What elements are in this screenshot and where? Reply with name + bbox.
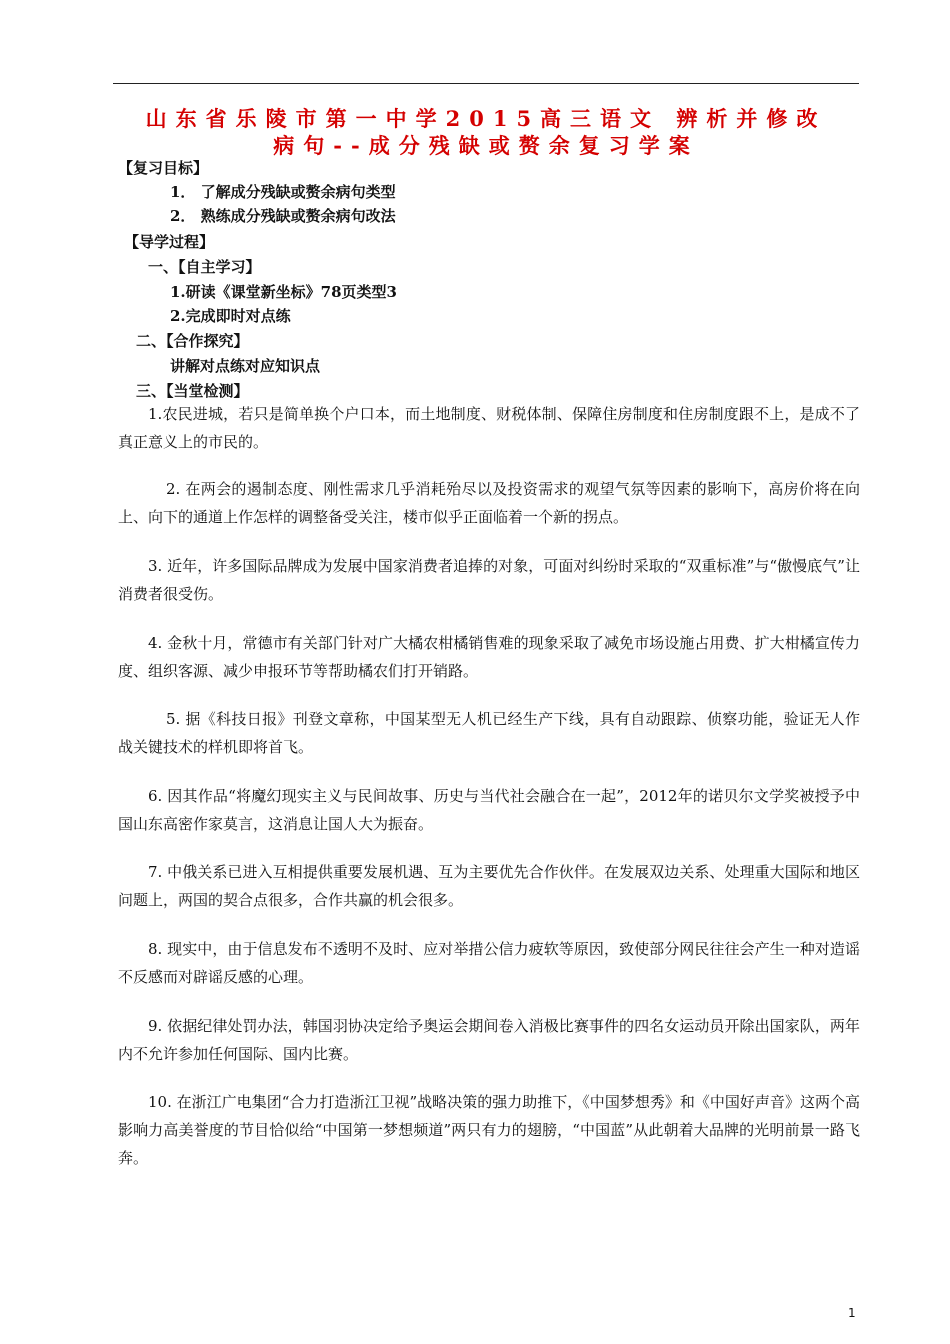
goals-heading: 【复习目标】 [118, 159, 209, 177]
exercise-3: 3. 近年，许多国际品牌成为发展中国家消费者追捧的对象，可面对纠纷时采取的“双重标准”与“傲慢底气”让消费者很受伤。 [118, 557, 860, 603]
document-title-line-1: 山东省乐陵市第一中学2015高三语文 辨析并修改 [145, 106, 827, 131]
goal-item-2: 2． 熟练成分残缺或赘余病句改法 [170, 207, 396, 225]
section3-heading: 三、【当堂检测】 [136, 382, 249, 400]
exercise-9: 9. 依据纪律处罚办法，韩国羽协决定给予奥运会期间卷入消极比赛事件的四名女运动员开除出国家队，两年内不允许参加任何国际、国内比赛。 [118, 1017, 860, 1063]
exercise-6: 6. 因其作品“将魔幻现实主义与民间故事、历史与当代社会融合在一起”，2012年的诺贝尔文学奖被授予中国山东高密作家莫言，这消息让国人大为振奋。 [118, 787, 860, 833]
section1-item-2: 2.完成即时对点练 [170, 307, 291, 325]
exercise-8: 8. 现实中，由于信息发布不透明不及时、应对举措公信力疲软等原因，致使部分网民往往会产生一种对造谣不反感而对辟谣反感的心理。 [118, 940, 860, 986]
process-heading: 【导学过程】 [124, 233, 215, 251]
goal-item-1: 1． 了解成分残缺或赘余病句类型 [170, 183, 396, 201]
section1-heading: 一、【自主学习】 [148, 258, 261, 276]
exercise-2: 2. 在两会的遏制态度、刚性需求几乎消耗殆尽以及投资需求的观望气氛等因素的影响下，高房价将在向上、向下的通道上作怎样的调整备受关注，楼市似乎正面临着一个新的拐点。 [118, 480, 860, 526]
exercise-7: 7. 中俄关系已进入互相提供重要发展机遇、互为主要优先合作伙伴。在发展双边关系、处理重大国际和地区问题上，两国的契合点很多，合作共赢的机会很多。 [118, 863, 860, 909]
section2-heading: 二、【合作探究】 [136, 332, 249, 350]
section1-item-1: 1.研读《课堂新坐标》78页类型3 [170, 283, 397, 301]
exercise-1: 1.农民进城，若只是简单换个户口本，而土地制度、财税体制、保障住房制度和住房制度跟不上，是成不了真正意义上的市民的。 [118, 405, 860, 451]
section2-text: 讲解对点练对应知识点 [170, 357, 321, 375]
page-number: 1 [848, 1306, 856, 1320]
exercise-4: 4. 金秋十月，常德市有关部门针对广大橘农柑橘销售难的现象采取了减免市场设施占用费、扩大柑橘宣传力度、组织客源、减少申报环节等帮助橘农们打开销路。 [118, 634, 860, 680]
document-title-line-2: 病句--成分残缺或赘余复习学案 [273, 133, 699, 158]
exercise-10: 10. 在浙江广电集团“合力打造浙江卫视”战略决策的强力助推下，《中国梦想秀》和《中国好声音》这两个高影响力高美誉度的节目恰似给“中国第一梦想频道”两只有力的翅膀，“中国蓝”从此朝着大品牌的光明前景一路飞奔。 [118, 1093, 860, 1167]
top-rule [113, 83, 859, 84]
exercise-5: 5. 据《科技日报》刊登文章称，中国某型无人机已经生产下线，具有自动跟踪、侦察功能，验证无人作战关键技术的样机即将首飞。 [118, 710, 860, 756]
